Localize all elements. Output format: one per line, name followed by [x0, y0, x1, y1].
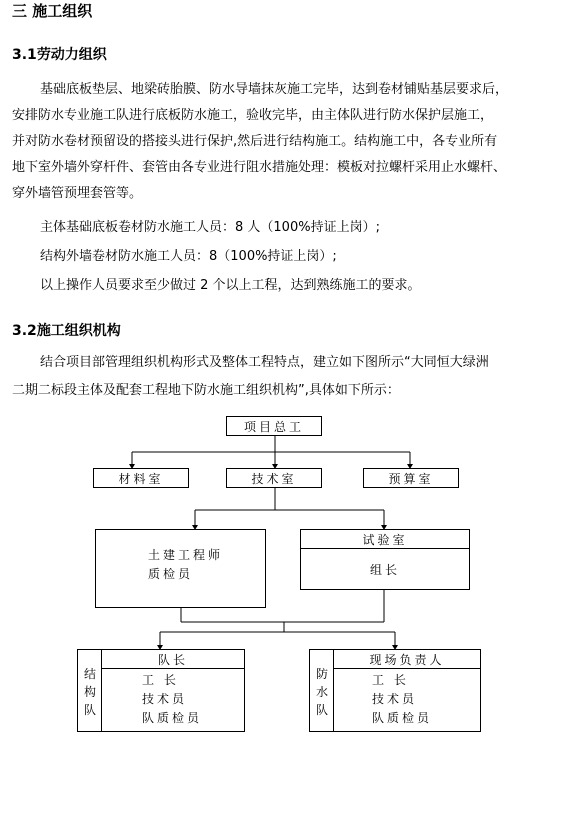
org-struct-team-title: 队长: [157, 652, 188, 667]
org-struct-team-side: 结 构 队: [83, 667, 96, 717]
org-inspector-label: 质检员: [148, 567, 194, 581]
org-struct-team-box: [77, 649, 245, 732]
org-struct-team-item: 工 长: [142, 673, 179, 687]
heading-3-1-number: 3.1: [12, 47, 37, 63]
org-lab-box: [300, 529, 470, 590]
org-water-team-title-cell: [334, 650, 480, 668]
staff-struct-line: 结构外墙卷材防水施工人员：8（100%持证上岗）;: [40, 249, 337, 264]
org-tech-box: [226, 468, 322, 488]
heading-3-2-title: 施工组织机构: [36, 323, 121, 339]
para2-line-1: 结合项目部管理组织机构形式及整体工程特点，建立如下图所示“大同恒大绿洲: [40, 355, 489, 370]
org-root-box: [226, 416, 322, 436]
org-lab-body-cell: [301, 549, 469, 589]
org-water-team-item: 技术员: [372, 692, 418, 706]
heading-3-2-number: 3.2: [12, 323, 37, 339]
org-engineer-label: 土建工程师: [148, 548, 224, 562]
org-struct-team-title-cell: [102, 650, 244, 668]
heading-3-1-title: 劳动力组织: [36, 47, 107, 63]
org-water-team-items: [372, 671, 432, 728]
para1-line-2: 安排防水专业施工队进行底板防水施工，验收完毕，由主体队进行防水保护层施工，: [12, 108, 494, 123]
section-title: 三 施工组织: [12, 2, 93, 20]
org-struct-team-items: [142, 671, 202, 728]
org-material-box: [93, 468, 189, 488]
staff-requirement-line: 以上操作人员要求至少做过 2 个以上工程，达到熟练施工的要求。: [40, 278, 421, 293]
org-budget-label: 预算室: [388, 471, 434, 486]
para1-line-5: 穿外墙管预埋套管等。: [12, 186, 143, 201]
org-water-team-item: 工 长: [372, 673, 409, 687]
org-struct-team-item: 队质检员: [142, 711, 203, 725]
para2-line-2: 二期二标段主体及配套工程地下防水施工组织机构”,具体如下所示：: [12, 383, 400, 398]
staff-base-line: 主体基础底板卷材防水施工人员：8 人（100%持证上岗）;: [40, 220, 380, 235]
org-water-team-box: [309, 649, 481, 732]
org-lab-title: 试验室: [362, 532, 408, 547]
org-water-team-item: 队质检员: [372, 711, 433, 725]
para1-line-3: 并对防水卷材预留设的搭接头进行保护,然后进行结构施工。结构施工中，各专业所有: [12, 134, 498, 149]
para1-line-1: 基础底板垫层、地梁砖胎膜、防水导墙抹灰施工完毕，达到卷材铺贴基层要求后，: [40, 82, 509, 97]
org-engineer-box: [95, 529, 266, 608]
org-struct-team-item: 技术员: [142, 692, 188, 706]
org-budget-box: [363, 468, 459, 488]
org-root-label: 项目总工: [243, 419, 304, 434]
org-water-team-title: 现场负责人: [369, 652, 445, 667]
org-water-team-side: 防 水 队: [315, 667, 328, 717]
org-material-label: 材料室: [118, 471, 164, 486]
org-lab-title-cell: [301, 530, 469, 549]
org-tech-label: 技术室: [251, 471, 297, 486]
org-lab-leader: 组长: [369, 562, 400, 577]
para1-line-4: 地下室外墙外穿杆件、套管由各专业进行阻水措施处理：模板对拉螺杆采用止水螺杆、: [12, 160, 507, 175]
